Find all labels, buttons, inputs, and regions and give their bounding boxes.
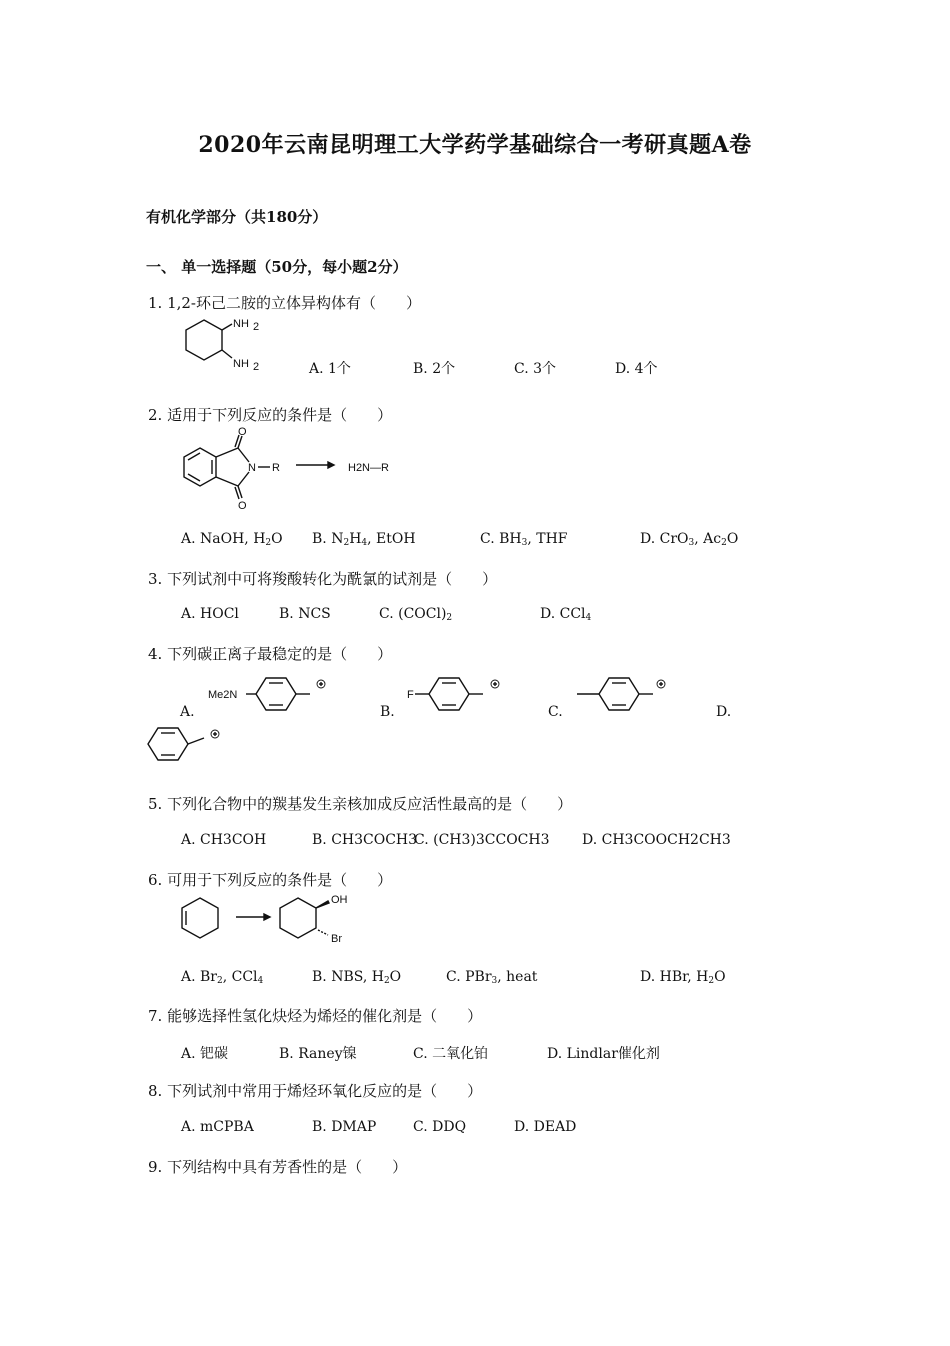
q1-option-a[interactable]: A. 1个 [309,361,351,377]
q1-option-d[interactable]: D. 4个 [615,361,658,377]
q4-cation-d-structure [146,724,226,764]
question-8-stem: 8. 下列试剂中常用于烯烃环氧化反应的是（ ） [148,1082,483,1100]
q5-option-d[interactable]: D. CH3COOCH2CH3 [582,832,731,848]
question-4-stem: 4. 下列碳正离子最稳定的是（ ） [148,645,393,663]
question-7-stem: 7. 能够选择性氢化炔烃为烯烃的催化剂是（ ） [148,1007,483,1025]
page-title: 2020年云南昆明理工大学药学基础综合一考研真题A卷 [198,132,752,158]
q4-cation-c-structure [575,672,675,718]
q4-option-c[interactable]: C. [548,704,563,720]
q6-option-a[interactable]: A. $Br_2$, CCl$_4$ [181,969,264,986]
q1-option-b[interactable]: B. 2个 [413,361,456,377]
svg-text:NH: NH [233,318,249,330]
svg-text:Me2N: Me2N [208,689,238,701]
svg-text:O: O [238,426,247,438]
question-6-stem: 6. 可用于下列反应的条件是（ ） [148,871,393,889]
q7-option-a[interactable]: A. 钯碳 [181,1046,229,1062]
svg-text:2: 2 [253,361,260,373]
q4-option-b[interactable]: B. [380,704,395,720]
question-3-stem: 3. 下列试剂中可将羧酸转化为酰氯的试剂是（ ） [148,570,498,588]
section-heading: 有机化学部分（共180分） [146,208,328,226]
q5-option-b[interactable]: B. CH3COCH3 [312,832,418,848]
q2-option-b[interactable]: B. $N_2H_4$, EtOH [312,531,416,548]
q6-option-d[interactable]: D. HBr, $H_2O$ [640,969,726,986]
svg-text:Br: Br [331,933,342,945]
q4-option-d[interactable]: D. [716,704,732,720]
q2-option-a[interactable]: A. NaOH, $H_2O$ [181,531,283,548]
part-heading: 一、 单一选择题（50分，每小题2分） [146,258,408,276]
phthalimide-reaction-scheme [176,424,416,512]
svg-text:O: O [238,500,247,512]
q1-option-c[interactable]: C. 3个 [514,361,557,377]
q8-option-d[interactable]: D. DEAD [514,1119,577,1135]
q8-option-a[interactable]: A. mCPBA [181,1119,254,1135]
svg-text:2: 2 [253,321,260,333]
q4-option-a[interactable]: A. [180,704,195,720]
question-9-stem: 9. 下列结构中具有芳香性的是（ ） [148,1158,408,1176]
svg-text:F: F [407,689,414,701]
cyclohexene-to-bromohydrin-scheme [176,890,376,950]
q4-cation-a-structure [206,672,332,718]
q7-option-c[interactable]: C. 二氧化铂 [413,1046,489,1062]
q6-option-c[interactable]: C. PBr$_3$, heat [446,969,538,986]
svg-text:R: R [272,462,280,474]
q4-cation-b-structure [405,672,509,718]
q8-option-b[interactable]: B. DMAP [312,1119,377,1135]
q7-option-b[interactable]: B. Raney镍 [279,1046,357,1062]
q2-option-c[interactable]: C. $BH_3$, THF [480,531,568,548]
svg-text:N: N [248,462,256,474]
diaminocyclohexane-structure [176,312,276,374]
q5-option-c[interactable]: C. (CH3)3CCOCH3 [414,832,550,848]
question-2-stem: 2. 适用于下列反应的条件是（ ） [148,406,393,424]
q8-option-c[interactable]: C. DDQ [413,1119,467,1135]
q3-option-c[interactable]: C. $(COCl)_2$ [379,606,453,623]
svg-text:NH: NH [233,358,249,370]
question-5-stem: 5. 下列化合物中的羰基发生亲核加成反应活性最高的是（ ） [148,795,573,813]
q3-option-b[interactable]: B. NCS [279,606,331,622]
question-1-stem: 1. 1,2-环己二胺的立体异构体有（ ） [148,294,422,312]
q2-option-d[interactable]: D. CrO$_3$, $Ac_2O$ [640,531,739,548]
svg-text:H2N—R: H2N—R [348,462,389,474]
svg-text:OH: OH [331,894,348,906]
q6-option-b[interactable]: B. NBS, $H_2O$ [312,969,402,986]
q7-option-d[interactable]: D. Lindlar催化剂 [547,1046,660,1062]
q5-option-a[interactable]: A. CH3COH [181,832,267,848]
q3-option-d[interactable]: D. CCl$_4$ [540,606,592,623]
q3-option-a[interactable]: A. HOCl [181,606,239,622]
